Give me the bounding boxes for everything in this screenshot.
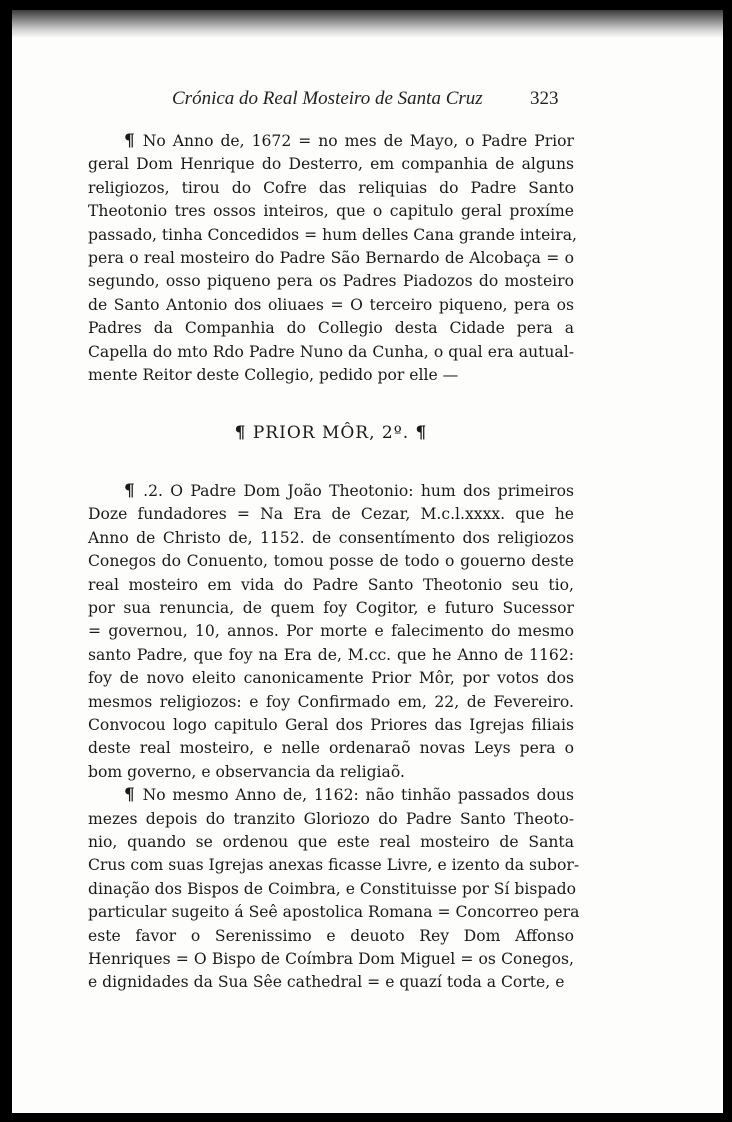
text-line-content: mente Reitor deste Collegio, pedido por elle — bbox=[88, 366, 459, 385]
text-line-content: religiozos, tirou do Cofre das reliquias do Padre Santo bbox=[88, 178, 574, 197]
text-line bbox=[88, 130, 574, 153]
text-line-content: Theotonio tres ossos inteiros, que o capitulo geral proxíme bbox=[88, 202, 574, 221]
section-title-text: PRIOR MÔR, 2º. bbox=[252, 423, 410, 444]
pilcrow-icon: ¶ bbox=[124, 131, 143, 151]
text-line-content: nio, quando se ordenou que este real mosteiro de Santa bbox=[88, 832, 574, 851]
text-line bbox=[88, 153, 574, 176]
paragraph-1 bbox=[88, 130, 577, 387]
text-line-content: deste real mosteiro, e nelle ordenaraõ novas Leys pera o bbox=[88, 739, 574, 758]
text-line-content: foy de novo eleito canonicamente Prior Môr, por votos dos bbox=[88, 669, 574, 688]
text-line-content: dinação dos Bispos de Coimbra, e Constituisse por Sí bispado bbox=[88, 879, 577, 898]
text-line-content: pera o real mosteiro do Padre São Bernardo de Alcobaça = o bbox=[88, 249, 574, 268]
text-line-content: Conegos do Conuento, tomou posse de todo o gouerno deste bbox=[88, 552, 574, 571]
pilcrow-icon: ¶ bbox=[415, 423, 428, 444]
running-header: Crónica do Real Mosteiro de Santa Cruz bbox=[172, 88, 483, 109]
text-line bbox=[88, 294, 574, 317]
text-line bbox=[88, 644, 574, 667]
pilcrow-icon: ¶ bbox=[124, 785, 143, 806]
page-top-shadow bbox=[12, 10, 723, 38]
text-line-content: Crus com suas Igrejas anexas ficasse Livre, e izento da subor- bbox=[88, 856, 580, 875]
text-line-content: Doze fundadores = Na Era de Cezar, M.c.l.xxxx. que he bbox=[88, 505, 574, 524]
text-line bbox=[88, 667, 574, 690]
page-number: 323 bbox=[530, 88, 559, 109]
text-line-content: No Anno de, 1672 = no mes de Mayo, o Padre Prior bbox=[142, 132, 574, 150]
text-line-content: e dignidades da Sua Sêe cathedral = e quazí toda a Corte, e bbox=[88, 973, 565, 992]
text-line-content: mezes depois do tranzito Gloriozo do Padre Santo Theoto- bbox=[88, 809, 574, 828]
text-line bbox=[88, 527, 574, 550]
text-line bbox=[88, 364, 574, 387]
text-line bbox=[88, 714, 574, 737]
text-line bbox=[88, 854, 580, 877]
text-line bbox=[88, 808, 574, 831]
text-line-content: bom governo, e observancia da religiaõ. bbox=[88, 762, 405, 781]
text-line-content: = governou, 10, annos. Por morte e falecimento do mesmo bbox=[88, 622, 574, 641]
pilcrow-icon: ¶ bbox=[124, 480, 144, 501]
text-line bbox=[88, 247, 574, 270]
text-line bbox=[88, 620, 574, 643]
text-line-content: geral Dom Henrique do Desterro, em companhia de alguns bbox=[88, 155, 574, 174]
text-line-content: Henriques = O Bispo de Coímbra Dom Miguel = os Conegos, bbox=[88, 950, 574, 968]
text-line-content: santo Padre, que foy na Era de, M.cc. que he Anno de 1162: bbox=[88, 645, 574, 664]
text-line-content: Padres da Companhia do Collegio desta Cidade pera a bbox=[88, 319, 574, 338]
text-line-content: Capella do mto Rdo Padre Nuno da Cunha, o qual era autual- bbox=[88, 342, 574, 361]
text-line-content: particular sugeito á Seê apostolica Romana = Concorreo pera bbox=[88, 903, 580, 922]
text-line-content: mesmos religiozos: e foy Confirmado em, 22, de Fevereiro. bbox=[88, 692, 574, 711]
text-line-content: passado, tinha Concedidos = hum delles Cana grande inteira, bbox=[88, 225, 577, 244]
text-line bbox=[88, 691, 574, 714]
text-line-content: .2. O Padre Dom João Theotonio: hum dos primeiros bbox=[143, 481, 574, 500]
text-line bbox=[88, 878, 577, 901]
paragraph-3 bbox=[88, 784, 580, 995]
text-line bbox=[88, 901, 580, 924]
paragraph-2 bbox=[88, 480, 574, 784]
text-line bbox=[88, 270, 574, 293]
text-line-content: Anno de Christo de, 1152. de consentímento dos religiozos bbox=[88, 528, 574, 547]
text-line bbox=[88, 177, 574, 200]
text-line bbox=[88, 503, 574, 526]
text-line bbox=[88, 737, 574, 760]
text-line-content: de Santo Antonio dos oliuaes = O terceiro piqueno, pera os bbox=[88, 295, 574, 314]
text-line bbox=[88, 200, 574, 223]
text-line bbox=[88, 550, 574, 573]
text-line-content: este favor o Serenissimo e deuoto Rey Dom Affonso bbox=[88, 926, 574, 945]
text-line bbox=[88, 831, 574, 854]
text-line bbox=[88, 224, 577, 247]
section-title bbox=[88, 422, 574, 445]
text-line bbox=[88, 784, 574, 807]
text-line bbox=[88, 948, 574, 971]
text-line bbox=[88, 574, 574, 597]
text-line bbox=[88, 597, 574, 620]
text-line bbox=[88, 761, 574, 784]
text-line-content: real mosteiro em vida do Padre Santo Theotonio seu tio, bbox=[88, 575, 574, 594]
body-text bbox=[88, 130, 580, 995]
book-page bbox=[12, 10, 723, 1113]
text-line bbox=[88, 971, 574, 994]
text-line-content: No mesmo Anno de, 1162: não tinhão passados dous bbox=[142, 786, 575, 805]
text-line-content: por sua renuncia, de quem foy Cogitor, e futuro Sucessor bbox=[88, 598, 574, 617]
pilcrow-icon: ¶ bbox=[234, 423, 247, 444]
text-line bbox=[88, 480, 574, 503]
text-line-content: segundo, osso piqueno pera os Padres Piadozos do mosteiro bbox=[88, 272, 574, 291]
text-line bbox=[88, 341, 574, 364]
text-line bbox=[88, 925, 574, 948]
text-line-content: Convocou logo capitulo Geral dos Priores das Igrejas filiais bbox=[88, 715, 574, 734]
text-line bbox=[88, 317, 574, 340]
